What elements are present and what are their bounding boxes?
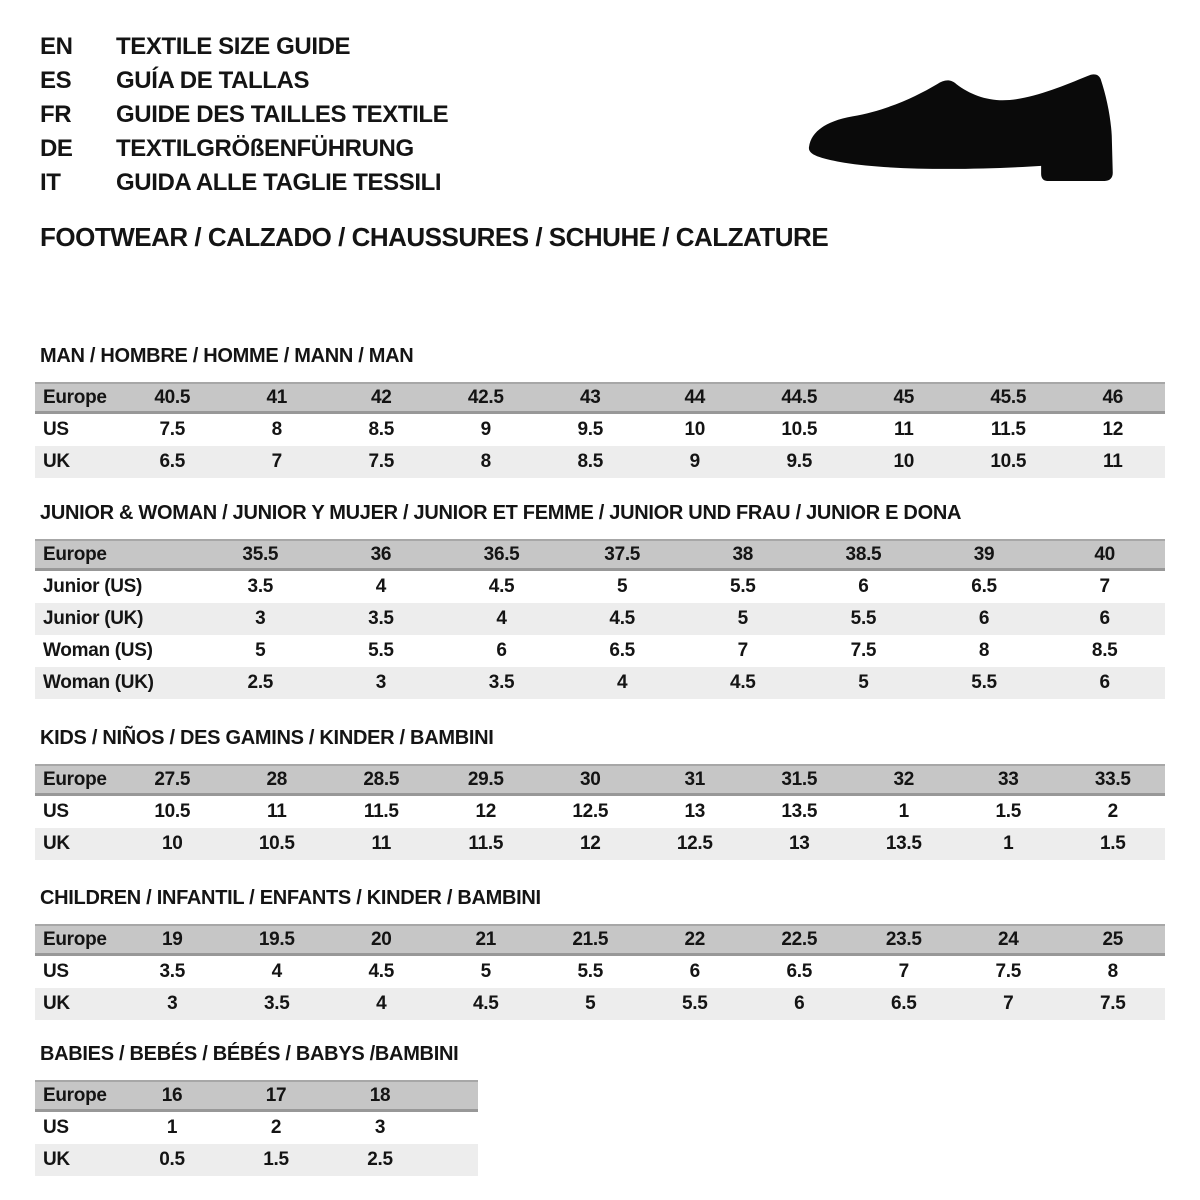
size-value: 5 [737, 608, 748, 629]
size-value: 7 [898, 961, 909, 982]
size-table-junior-woman [35, 539, 1165, 699]
size-value: 0.5 [159, 1149, 185, 1170]
size-value: 23.5 [885, 928, 922, 950]
size-value: 2 [1107, 801, 1118, 822]
size-value: 6 [689, 961, 700, 982]
size-value: 5 [255, 640, 266, 661]
size-table-kids [35, 764, 1165, 860]
size-value: 5.5 [577, 961, 603, 982]
size-value: 4.5 [368, 961, 394, 982]
language-code: EN [40, 33, 73, 60]
size-value: 44.5 [781, 386, 818, 408]
table-row [35, 828, 1165, 860]
size-value: 6.5 [971, 576, 997, 597]
size-value: 4.5 [488, 576, 515, 597]
row-label: Europe [43, 386, 107, 408]
size-value: 7.5 [368, 451, 394, 472]
table-row [35, 1112, 478, 1144]
size-value: 5 [858, 672, 869, 693]
size-value: 2.5 [247, 672, 274, 693]
size-value: 27.5 [154, 768, 191, 790]
size-value: 38 [732, 543, 754, 565]
size-value: 4 [496, 608, 507, 629]
size-value: 5.5 [681, 993, 708, 1014]
table-row [35, 988, 1165, 1020]
size-value: 19 [161, 928, 183, 950]
size-value: 3.5 [159, 961, 185, 982]
size-value: 41 [266, 386, 288, 408]
row-label: US [43, 801, 69, 822]
size-value: 8 [978, 640, 990, 661]
size-value: 11 [267, 801, 287, 822]
size-value: 28 [266, 768, 288, 790]
size-value: 19.5 [258, 928, 295, 950]
size-value: 7.5 [1099, 993, 1126, 1014]
size-value: 6 [978, 608, 990, 629]
language-title: GUIDE DES TAILLES TEXTILE [116, 101, 449, 128]
size-value: 7.5 [850, 640, 877, 661]
size-value: 13 [788, 833, 810, 854]
size-value: 31.5 [781, 768, 818, 790]
size-value: 22.5 [781, 928, 818, 950]
size-value: 30 [579, 768, 601, 790]
size-value: 6 [496, 640, 507, 661]
size-value: 8.5 [1091, 640, 1118, 661]
table-row [35, 635, 1165, 667]
language-title: TEXTILGRÖßENFÜHRUNG [116, 135, 414, 162]
size-value: 33 [997, 768, 1019, 790]
size-value: 7.5 [995, 961, 1021, 982]
table-row [35, 956, 1165, 988]
size-value: 3.5 [263, 993, 290, 1014]
size-table-man [35, 382, 1165, 478]
size-value: 6.5 [890, 993, 917, 1014]
size-value: 11.5 [990, 419, 1026, 440]
size-value: 2 [270, 1117, 282, 1138]
size-value: 3 [375, 672, 387, 693]
table-row [35, 667, 1165, 699]
language-code: FR [40, 101, 72, 128]
table-row [35, 446, 1165, 478]
size-value: 3 [255, 608, 266, 629]
size-value: 3.5 [247, 576, 274, 597]
size-value: 13.5 [885, 833, 922, 854]
table-row [35, 603, 1165, 635]
size-value: 37.5 [604, 543, 641, 565]
size-value: 29.5 [467, 768, 504, 790]
table-row [35, 1144, 478, 1176]
size-value: 7 [271, 451, 282, 472]
size-value: 10.5 [258, 833, 295, 854]
size-value: 12 [475, 801, 497, 822]
row-label: UK [43, 1149, 70, 1170]
size-table-babies [35, 1080, 478, 1176]
size-value: 4 [376, 993, 387, 1014]
size-value: 1 [166, 1117, 178, 1138]
language-code: ES [40, 67, 72, 94]
size-value: 24 [997, 928, 1019, 950]
size-value: 5 [480, 961, 491, 982]
size-section-children [35, 888, 1165, 1020]
size-value: 42 [370, 386, 392, 408]
size-value: 43 [579, 386, 601, 408]
table-row [35, 764, 1165, 796]
language-row [40, 98, 448, 132]
size-table-children [35, 924, 1165, 1020]
size-value: 4.5 [609, 608, 635, 629]
language-title: GUÍA DE TALLAS [116, 67, 310, 94]
size-value: 3.5 [488, 672, 515, 693]
size-value: 6.5 [159, 451, 185, 472]
language-title: GUIDA ALLE TAGLIE TESSILI [116, 169, 442, 196]
size-value: 36 [370, 543, 392, 565]
language-row [40, 30, 448, 64]
size-value: 3 [374, 1117, 386, 1138]
size-value: 40.5 [154, 386, 191, 408]
language-row [40, 132, 448, 166]
size-value: 3 [167, 993, 178, 1014]
size-value: 6 [858, 576, 869, 597]
row-label: US [43, 961, 69, 982]
row-label: US [43, 1117, 69, 1138]
size-value: 46 [1102, 386, 1124, 408]
size-value: 5.5 [368, 640, 394, 661]
size-value: 7 [1003, 993, 1014, 1014]
size-value: 13.5 [781, 801, 818, 822]
size-value: 16 [161, 1084, 183, 1106]
size-value: 11.5 [468, 833, 504, 854]
table-row [35, 571, 1165, 603]
row-label: US [43, 419, 69, 440]
row-label: UK [43, 993, 70, 1014]
size-value: 11 [894, 419, 914, 440]
size-section-man [35, 346, 1165, 478]
size-value: 4 [375, 576, 387, 597]
table-row [35, 924, 1165, 956]
size-value: 8 [271, 419, 282, 440]
size-value: 38.5 [845, 543, 882, 565]
size-value: 10.5 [781, 419, 818, 440]
size-value: 4.5 [730, 672, 756, 693]
size-value: 5.5 [850, 608, 877, 629]
row-label: UK [43, 451, 70, 472]
size-value: 33.5 [1094, 768, 1131, 790]
size-value: 22 [684, 928, 706, 950]
size-value: 9.5 [786, 451, 812, 472]
size-value: 11.5 [363, 801, 399, 822]
language-header [40, 30, 448, 200]
size-value: 6.5 [609, 640, 635, 661]
size-value: 28.5 [363, 768, 400, 790]
size-value: 11 [1103, 451, 1123, 472]
language-title: TEXTILE SIZE GUIDE [116, 33, 351, 60]
row-label: Junior (US) [43, 576, 143, 597]
section-title: MAN / HOMBRE / HOMME / MANN / MAN [40, 345, 414, 367]
size-value: 42.5 [467, 386, 504, 408]
size-section-junior-woman [35, 503, 1165, 699]
size-value: 9 [689, 451, 700, 472]
size-value: 36.5 [483, 543, 520, 565]
row-label: UK [43, 833, 70, 854]
row-label: Europe [43, 1084, 107, 1106]
size-value: 1.5 [263, 1149, 289, 1170]
size-value: 40 [1094, 543, 1115, 565]
size-value: 6 [794, 993, 805, 1014]
dress-shoe-icon [802, 72, 1140, 185]
size-value: 12.5 [572, 801, 609, 822]
size-value: 1 [898, 801, 909, 822]
size-value: 25 [1102, 928, 1124, 950]
size-value: 39 [973, 543, 995, 565]
row-label: Europe [43, 768, 107, 790]
category-heading: FOOTWEAR / CALZADO / CHAUSSURES / SCHUHE / CALZATURE [40, 222, 829, 252]
row-label: Woman (UK) [43, 672, 154, 693]
size-value: 10 [161, 833, 183, 854]
row-label: Europe [43, 543, 107, 565]
size-value: 45.5 [990, 386, 1027, 408]
size-value: 1.5 [1099, 833, 1126, 854]
size-value: 12.5 [676, 833, 713, 854]
table-row [35, 796, 1165, 828]
size-value: 35.5 [242, 543, 279, 565]
language-code: DE [40, 135, 73, 162]
table-row [35, 1080, 478, 1112]
table-row [35, 539, 1165, 571]
size-value: 5.5 [730, 576, 756, 597]
size-value: 1 [1003, 833, 1014, 854]
size-value: 4 [617, 672, 628, 693]
size-value: 3.5 [368, 608, 394, 629]
size-value: 21.5 [572, 928, 609, 950]
size-value: 5 [617, 576, 628, 597]
section-title: BABIES / BEBÉS / BÉBÉS / BABYS /BAMBINI [40, 1043, 459, 1065]
size-value: 10.5 [990, 451, 1027, 472]
language-code: IT [40, 169, 61, 196]
size-value: 12 [579, 833, 601, 854]
size-value: 8 [1107, 961, 1118, 982]
size-value: 2.5 [367, 1149, 393, 1170]
section-title: KIDS / NIÑOS / DES GAMINS / KINDER / BAMBINI [40, 727, 494, 749]
size-value: 6 [1099, 608, 1110, 629]
size-section-babies [35, 1044, 478, 1176]
table-row [35, 414, 1165, 446]
size-value: 7 [1099, 576, 1110, 597]
size-value: 5 [585, 993, 596, 1014]
size-value: 7 [737, 640, 748, 661]
size-value: 4 [271, 961, 282, 982]
size-value: 44 [684, 386, 706, 408]
language-row [40, 64, 448, 98]
size-value: 12 [1102, 419, 1124, 440]
size-value: 4.5 [472, 993, 499, 1014]
size-value: 9 [480, 419, 491, 440]
section-title: CHILDREN / INFANTIL / ENFANTS / KINDER / BAMBINI [40, 887, 541, 909]
size-value: 7.5 [159, 419, 185, 440]
size-section-kids [35, 728, 1165, 860]
size-value: 21 [475, 928, 497, 950]
size-value: 32 [893, 768, 915, 790]
section-title: JUNIOR & WOMAN / JUNIOR Y MUJER / JUNIOR ET FEMME / JUNIOR UND FRAU / JUNIOR E DONA [40, 502, 962, 524]
table-row [35, 382, 1165, 414]
language-row [40, 166, 448, 200]
size-value: 18 [369, 1084, 391, 1106]
size-value: 8.5 [368, 419, 394, 440]
size-value: 10 [684, 419, 706, 440]
size-value: 1.5 [995, 801, 1021, 822]
row-label: Europe [43, 928, 107, 950]
size-value: 8.5 [577, 451, 603, 472]
size-value: 5.5 [971, 672, 997, 693]
row-label: Woman (US) [43, 640, 153, 661]
row-label: Junior (UK) [43, 608, 144, 629]
size-value: 6 [1099, 672, 1110, 693]
size-value: 11 [371, 833, 391, 854]
size-value: 10 [893, 451, 915, 472]
size-value: 13 [684, 801, 706, 822]
size-value: 10.5 [154, 801, 191, 822]
size-value: 20 [370, 928, 392, 950]
size-value: 8 [480, 451, 491, 472]
size-value: 45 [893, 386, 915, 408]
size-value: 17 [265, 1084, 287, 1106]
size-value: 31 [684, 768, 706, 790]
size-value: 6.5 [786, 961, 812, 982]
size-value: 9.5 [577, 419, 603, 440]
